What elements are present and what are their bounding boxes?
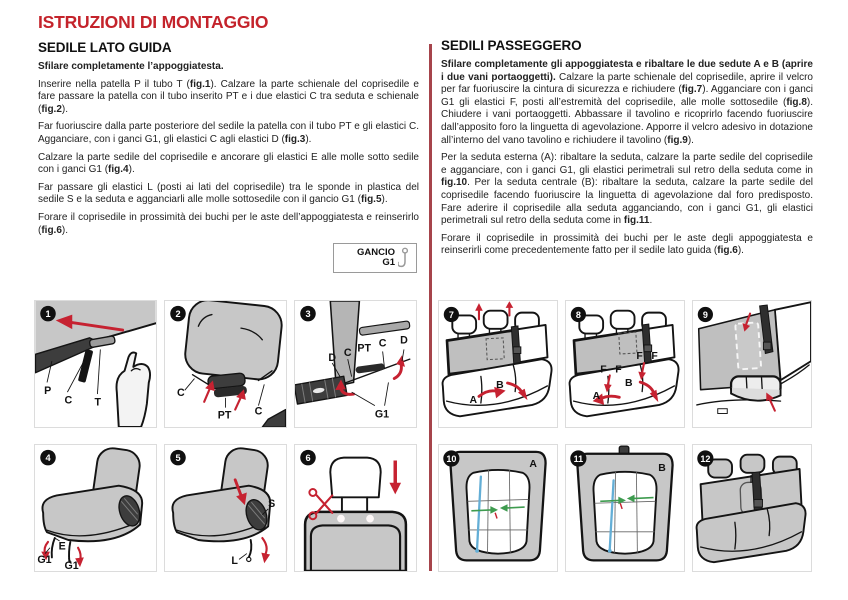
part-label: D bbox=[400, 334, 408, 347]
svg-text:4: 4 bbox=[45, 452, 51, 463]
instruction-paragraph: Forare il coprisedile in prossimità dei buchi per le aste dell’appoggiatesta e reinserirlo (fig.6). bbox=[38, 211, 419, 236]
part-label: B bbox=[658, 462, 666, 474]
part-label: A bbox=[592, 391, 601, 403]
fig5-illustration bbox=[165, 445, 286, 571]
part-label: PT bbox=[217, 409, 232, 422]
svg-text:10: 10 bbox=[446, 453, 457, 464]
part-label: C bbox=[254, 405, 263, 418]
figure-panel-4 bbox=[34, 444, 157, 572]
part-label: F F bbox=[600, 364, 625, 376]
part-label: G1 bbox=[374, 408, 390, 421]
arrow-up-icon bbox=[475, 303, 483, 319]
passenger-seats-section bbox=[441, 38, 813, 263]
part-label: T bbox=[94, 396, 102, 409]
fig10-illustration bbox=[439, 445, 557, 571]
svg-text:11: 11 bbox=[573, 453, 584, 464]
instruction-paragraph: Per la seduta esterna (A): ribaltare la seduta, calzare la parte sedile del coprisedile e agganciare, con i ganci G1, gli elastici perimetrali sul retro della seduta come in fig.10. Per la seduta centrale (B): ribaltare la seduta, calzare la parte sedile del coprisedile facendo fuoriuscire la linguetta di agevolazione dal foro predisposto. Fare aderire il coprisedile alla seduta agganciando, con i ganci G1, gli elastici perimetrali sul retro della seduta come in fig.11. bbox=[441, 152, 813, 227]
fig7-illustration bbox=[439, 301, 557, 427]
figure-panel-3 bbox=[294, 300, 417, 428]
svg-text:9: 9 bbox=[702, 309, 708, 320]
figure-grid-passenger-seats bbox=[438, 300, 812, 572]
hook-legend-label: GANCIO G1 bbox=[357, 247, 395, 268]
part-label: C bbox=[64, 394, 73, 407]
instruction-paragraph: Far fuoriuscire dalla parte posteriore del sedile la patella con il tubo PT e gli elastici C. Agganciare, con i ganci G1, gli elastici C agli elastici D (fig.3). bbox=[38, 121, 419, 145]
fig1-illustration bbox=[35, 301, 156, 427]
part-label: G1 bbox=[37, 554, 52, 567]
fig12-illustration bbox=[693, 445, 811, 571]
headrest bbox=[611, 311, 635, 329]
fig9-illustration bbox=[693, 301, 811, 427]
part-label: C bbox=[177, 386, 185, 399]
fig8-illustration bbox=[566, 301, 684, 427]
instruction-paragraph: Sfilare completamente gli appoggiatesta e ribaltare le due sedute A e B (aprire i due vani portaoggetti). Calzare la parte schienale del coprisedile, aprire il velcro per far fuoriuscire la cintura di sicurezza e richiudere (fig.7). Agganciare con i ganci G1 gli elastici F, posti all’estremità del coprisedile, alle molle sottosedile (fig.8). Chiudere i vani portaoggetti. Abbassare il tavolino e ricoprirlo facendo fuoriuscire dall’apposito foro la linguetta di agevolazione. Apporre il velcro adesivo in dotazione all’interno del vano tavolino e richiudere il tavolino (fig.9). bbox=[441, 59, 813, 146]
figure-panel-7 bbox=[438, 300, 558, 428]
part-label: E bbox=[58, 540, 66, 553]
svg-text:5: 5 bbox=[175, 452, 181, 463]
arrow-curved-icon bbox=[394, 355, 405, 378]
figure-panel-5 bbox=[164, 444, 287, 572]
svg-text:8: 8 bbox=[575, 309, 581, 320]
instruction-paragraph: Sfilare completamente l’appoggiatesta. bbox=[38, 61, 224, 72]
part-label: C bbox=[343, 347, 352, 360]
part-label: D bbox=[328, 352, 337, 365]
hook-legend-box bbox=[333, 243, 417, 273]
figure-panel-2 bbox=[164, 300, 287, 428]
section-heading-passenger-seats: SEDILI PASSEGGERO bbox=[441, 38, 582, 53]
svg-text:1: 1 bbox=[45, 308, 51, 319]
headrest bbox=[484, 311, 508, 329]
folding-table bbox=[731, 376, 780, 400]
part-label: A bbox=[469, 395, 478, 407]
part-label: S bbox=[268, 498, 276, 511]
svg-text:2: 2 bbox=[175, 308, 181, 319]
svg-text:6: 6 bbox=[305, 452, 311, 463]
part-label: F F bbox=[636, 351, 661, 363]
fig2-illustration bbox=[165, 301, 286, 427]
part-label: G1 bbox=[64, 560, 79, 571]
figure-panel-9 bbox=[692, 300, 812, 428]
fig4-illustration bbox=[35, 445, 156, 571]
part-label: PT bbox=[357, 342, 372, 355]
hand-illustration bbox=[117, 352, 151, 427]
part-label: C bbox=[378, 337, 387, 350]
driver-seat-section bbox=[38, 40, 419, 242]
figure-panel-8 bbox=[565, 300, 685, 428]
part-label: L bbox=[231, 555, 238, 568]
figure-grid-driver-seat bbox=[34, 300, 417, 572]
headrest bbox=[330, 458, 380, 498]
svg-text:12: 12 bbox=[700, 453, 711, 464]
instruction-paragraph: Far passare gli elastici L (posti ai lati del coprisedile) tra le sponde in plastica del sedile S e la seduta e agganciarli alle molle sottosedile con il gancio G1 (fig.5). bbox=[38, 181, 419, 206]
fig6-illustration bbox=[295, 445, 416, 571]
figure-panel-10 bbox=[438, 444, 558, 572]
column-divider bbox=[429, 44, 432, 571]
arrow-down-icon bbox=[389, 461, 401, 495]
svg-text:7: 7 bbox=[448, 309, 454, 320]
part-label: A bbox=[529, 459, 537, 471]
svg-text:3: 3 bbox=[305, 308, 311, 319]
fig3-illustration bbox=[295, 301, 416, 427]
figure-panel-6 bbox=[294, 444, 417, 572]
instruction-paragraph: Inserire nella patella P il tubo T (fig.1). Calzare la parte schienale del coprisedile e fare passare la patella con il tubo inserito PT e i due elastici C tra seduta e schienale (fig.2). bbox=[38, 78, 419, 115]
page-title: ISTRUZIONI DI MONTAGGIO bbox=[38, 12, 269, 32]
part-label: B bbox=[625, 377, 633, 389]
headrest bbox=[741, 455, 765, 473]
figure-panel-12 bbox=[692, 444, 812, 572]
arrow-hook-icon bbox=[261, 538, 270, 563]
fig11-illustration bbox=[566, 445, 684, 571]
part-label: P bbox=[44, 385, 52, 398]
figure-panel-11 bbox=[565, 444, 685, 572]
hook-icon bbox=[398, 246, 412, 271]
instruction-paragraph: Calzare la parte sedile del coprisedile e ancorare gli elastici E alle molle sotto sedile con i ganci G1 (fig.4). bbox=[38, 151, 419, 176]
velcro-area bbox=[735, 322, 761, 369]
strap-band bbox=[295, 376, 347, 404]
section-heading-driver-seat: SEDILE LATO GUIDA bbox=[38, 40, 172, 55]
figure-panel-1 bbox=[34, 300, 157, 428]
instruction-paragraph: Forare il coprisedile in prossimità dei buchi per le aste degli appoggiatesta e reinserirli come precedentemente fatto per il sedile lato guida (fig.6). bbox=[441, 232, 813, 257]
part-label: B bbox=[496, 379, 504, 391]
